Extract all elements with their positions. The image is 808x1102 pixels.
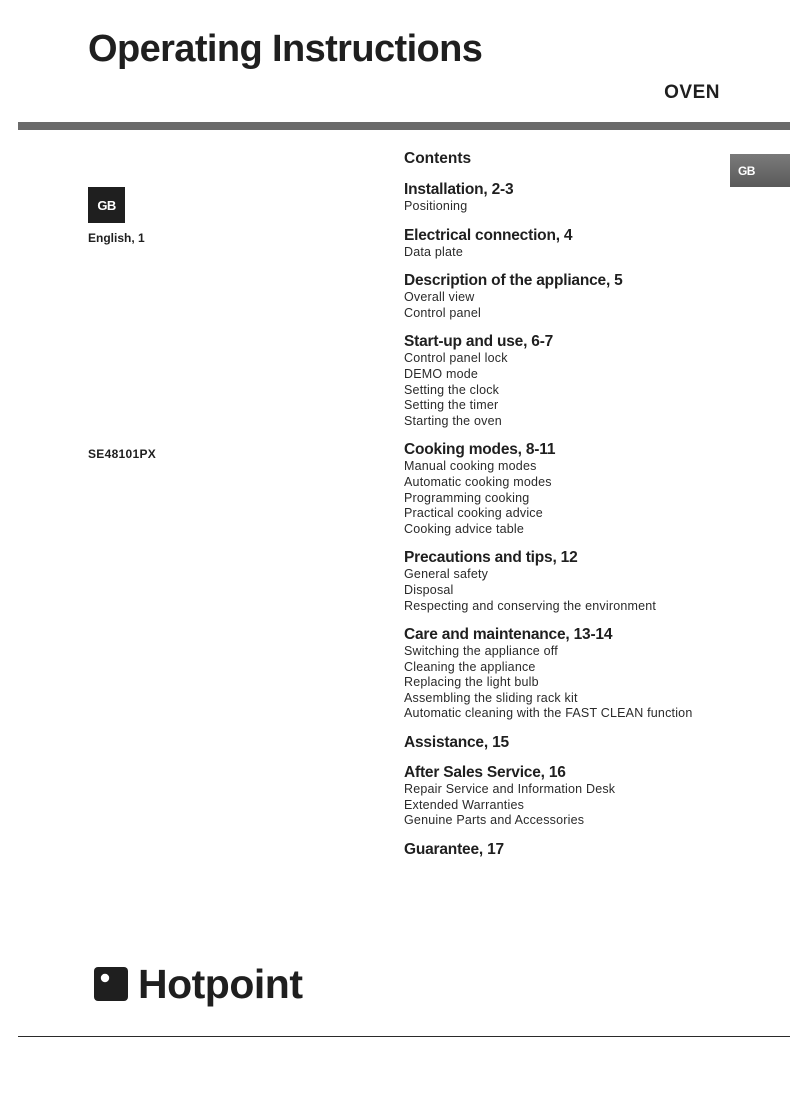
section-item: Control panel — [404, 305, 481, 320]
contents-sections — [404, 181, 744, 859]
section-item: Switching the appliance off — [404, 644, 558, 659]
bottom-divider — [18, 1036, 790, 1037]
section-title: Assistance, 15 — [404, 734, 509, 752]
hotpoint-logo-icon — [94, 967, 128, 1001]
table-of-contents — [404, 150, 744, 871]
section-item: Automatic cleaning with the FAST CLEAN function — [404, 706, 693, 721]
section-item: Setting the timer — [404, 398, 499, 413]
section-item: Positioning — [404, 199, 468, 213]
section-title: Description of the appliance, 5 — [404, 272, 623, 290]
section-item: Programming cooking — [404, 490, 530, 505]
section-item: Cleaning the appliance — [404, 659, 536, 674]
section-title: Installation, 2-3 — [404, 181, 514, 198]
section-item: Repair Service and Information Desk — [404, 782, 616, 797]
section-item: Control panel lock — [404, 351, 508, 366]
section-item: Practical cooking advice — [404, 506, 543, 521]
page-title: Operating Instructions — [88, 28, 483, 70]
section-title: Cooking modes, 8-11 — [404, 441, 556, 459]
contents-section — [404, 549, 744, 614]
contents-section — [404, 441, 744, 537]
section-title: Start-up and use, 6-7 — [404, 333, 554, 351]
section-title: Care and maintenance, 13-14 — [404, 626, 613, 644]
top-divider — [18, 122, 790, 130]
section-title: Precautions and tips, 12 — [404, 549, 578, 567]
section-item: Starting the oven — [404, 413, 502, 428]
brand-logo — [94, 962, 302, 1006]
section-title: Electrical connection, 4 — [404, 226, 573, 244]
section-item: Disposal — [404, 582, 454, 597]
section-item: Respecting and conserving the environment — [404, 598, 657, 613]
contents-heading: Contents — [404, 150, 472, 167]
section-item: Manual cooking modes — [404, 459, 537, 474]
contents-section — [404, 841, 744, 859]
contents-section — [404, 764, 744, 829]
contents-section — [404, 227, 744, 261]
section-title: After Sales Service, 16 — [404, 764, 566, 782]
section-item: General safety — [404, 567, 489, 582]
model-number: SE48101PX — [88, 447, 157, 461]
language-badge: GB — [88, 187, 125, 223]
section-item: Extended Warranties — [404, 797, 525, 812]
product-type: OVEN — [664, 82, 720, 103]
contents-section — [404, 272, 744, 321]
contents-section — [404, 626, 744, 722]
contents-section — [404, 333, 744, 429]
section-item: Overall view — [404, 290, 475, 305]
section-title: Guarantee, 17 — [404, 840, 504, 858]
brand-name: Hotpoint — [138, 961, 303, 1007]
section-item: Assembling the sliding rack kit — [404, 690, 578, 705]
section-item: DEMO mode — [404, 366, 479, 381]
section-item: Setting the clock — [404, 382, 500, 397]
section-item: Replacing the light bulb — [404, 675, 539, 690]
language-label: English, 1 — [88, 231, 145, 245]
section-item: Automatic cooking modes — [404, 474, 552, 489]
section-item: Cooking advice table — [404, 521, 525, 536]
section-item: Data plate — [404, 244, 463, 259]
contents-section — [404, 181, 744, 215]
contents-section — [404, 734, 744, 752]
side-language-tab: GB — [730, 154, 790, 187]
section-item: Genuine Parts and Accessories — [404, 813, 585, 828]
